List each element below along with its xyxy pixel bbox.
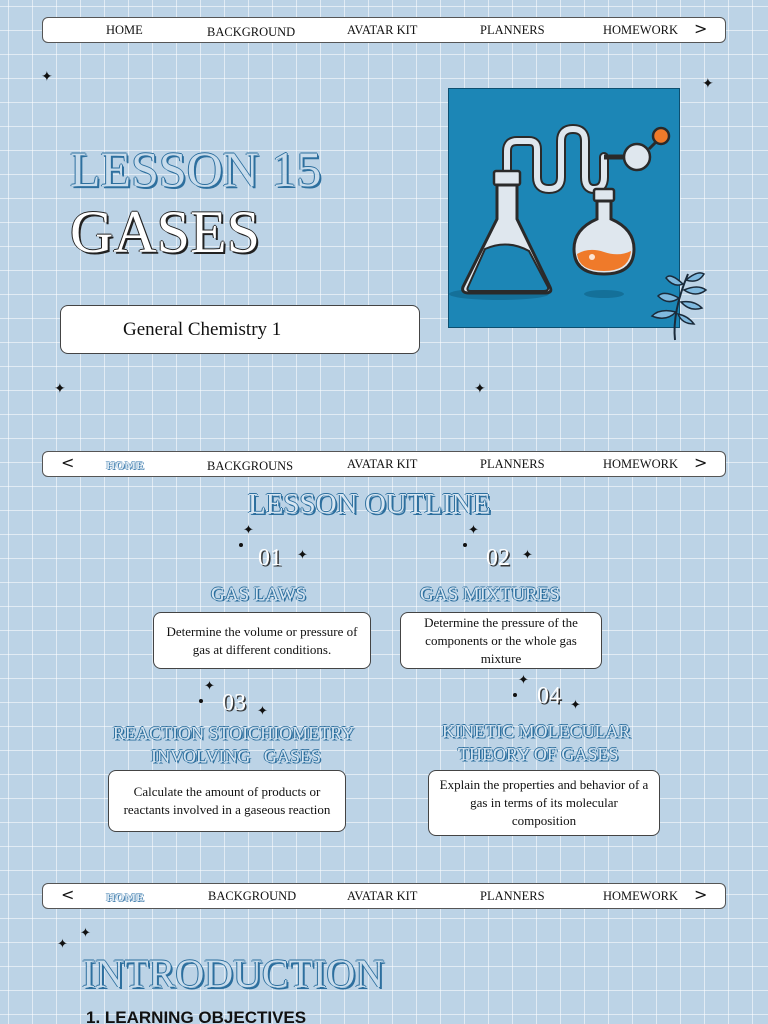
nav-avatar-kit[interactable]: AVATAR KIT xyxy=(347,23,418,37)
outline-number-04: 04 xyxy=(537,683,561,709)
outline-title-kinetic-2: THEORY OF GASES xyxy=(458,744,619,764)
sparkle-star-icon: ✦ xyxy=(570,698,581,713)
leaf-branch-icon xyxy=(640,262,710,342)
sparkle-star-icon: ✦ xyxy=(522,548,533,563)
nav-home[interactable]: HOME xyxy=(106,23,143,37)
outline-card-03 xyxy=(108,770,346,832)
outline-number-01: 01 xyxy=(258,545,282,571)
outline-title-kinetic-1: KINETIC MOLECULAR xyxy=(442,721,631,741)
outline-card-04 xyxy=(428,770,660,836)
cover-title-lesson: LESSON 15 xyxy=(70,141,322,197)
nav-bar-middle xyxy=(42,451,726,477)
outline-description: Determine the pressure of the components or the whole gas mixture xyxy=(424,614,578,666)
sparkle-star-icon: ✦ xyxy=(297,548,308,563)
outline-title-stoichiometry-1: REACTION STOICHIOMETRY xyxy=(113,723,355,743)
outline-description: Determine the volume or pressure of gas at different conditions. xyxy=(166,623,358,657)
nav-background[interactable]: BACKGROUND xyxy=(207,25,296,39)
sparkle-star-icon: ✦ xyxy=(474,381,486,397)
outline-heading: LESSON OUTLINE xyxy=(248,488,491,520)
nav-planners[interactable]: PLANNERS xyxy=(480,23,545,37)
chevron-left-icon[interactable]: < xyxy=(61,453,75,472)
sparkle-star-icon: ✦ xyxy=(57,937,68,952)
nav-planners[interactable]: PLANNERS xyxy=(480,457,545,471)
nav-planners[interactable]: PLANNERS xyxy=(480,889,545,903)
nav-homework[interactable]: HOMEWORK xyxy=(603,889,678,903)
outline-card-01 xyxy=(153,612,371,669)
sparkle-star-icon: ✦ xyxy=(468,523,479,538)
nav-bar-bottom xyxy=(42,883,726,909)
nav-background[interactable]: BACKGROUNS xyxy=(207,459,294,473)
nav-home[interactable]: HOME xyxy=(106,458,144,472)
nav-avatar-kit[interactable]: AVATAR KIT xyxy=(347,889,418,903)
cover-title-gases: GASES xyxy=(70,199,261,265)
sparkle-dot-icon xyxy=(199,699,203,703)
nav-bar-top xyxy=(42,17,726,43)
cover-subtitle: General Chemistry 1 xyxy=(123,318,282,340)
nav-homework[interactable]: HOMEWORK xyxy=(603,457,678,471)
intro-heading: INTRODUCTION xyxy=(82,951,385,996)
nav-home[interactable]: HOME xyxy=(106,890,144,904)
outline-title-gas-mixtures: GAS MIXTURES xyxy=(420,584,560,605)
sparkle-star-icon: ✦ xyxy=(518,673,529,688)
nav-avatar-kit[interactable]: AVATAR KIT xyxy=(347,457,418,471)
outline-description: Calculate the amount of products or reactants involved in a gaseous reaction xyxy=(123,784,331,817)
outline-card-02 xyxy=(400,612,602,669)
subtitle-box xyxy=(60,305,420,354)
sparkle-dot-icon xyxy=(513,693,517,697)
sparkle-star-icon: ✦ xyxy=(54,381,66,397)
chevron-right-icon[interactable]: > xyxy=(694,453,708,472)
sparkle-star-icon: ✦ xyxy=(257,704,268,719)
outline-description: Explain the properties and behavior of a gas in terms of its molecular composition xyxy=(439,777,649,828)
learning-objectives-heading: 1. LEARNING OBJECTIVES xyxy=(86,1008,307,1024)
sparkle-dot-icon xyxy=(239,543,243,547)
nav-homework[interactable]: HOMEWORK xyxy=(603,23,678,37)
sparkle-star-icon: ✦ xyxy=(702,76,714,92)
sparkle-star-icon: ✦ xyxy=(41,69,53,85)
chevron-left-icon[interactable]: < xyxy=(61,885,75,904)
chevron-right-icon[interactable]: > xyxy=(694,885,708,904)
sparkle-star-icon: ✦ xyxy=(204,679,215,694)
sparkle-star-icon: ✦ xyxy=(80,926,91,941)
sparkle-star-icon: ✦ xyxy=(243,523,254,538)
chevron-right-icon[interactable]: > xyxy=(694,19,708,38)
outline-number-02: 02 xyxy=(486,545,510,571)
outline-title-stoichiometry-2: INVOLVING GASES xyxy=(151,746,321,766)
sparkle-dot-icon xyxy=(463,543,467,547)
outline-title-gas-laws: GAS LAWS xyxy=(211,584,307,605)
nav-background[interactable]: BACKGROUND xyxy=(208,889,297,903)
outline-number-03: 03 xyxy=(222,690,246,716)
